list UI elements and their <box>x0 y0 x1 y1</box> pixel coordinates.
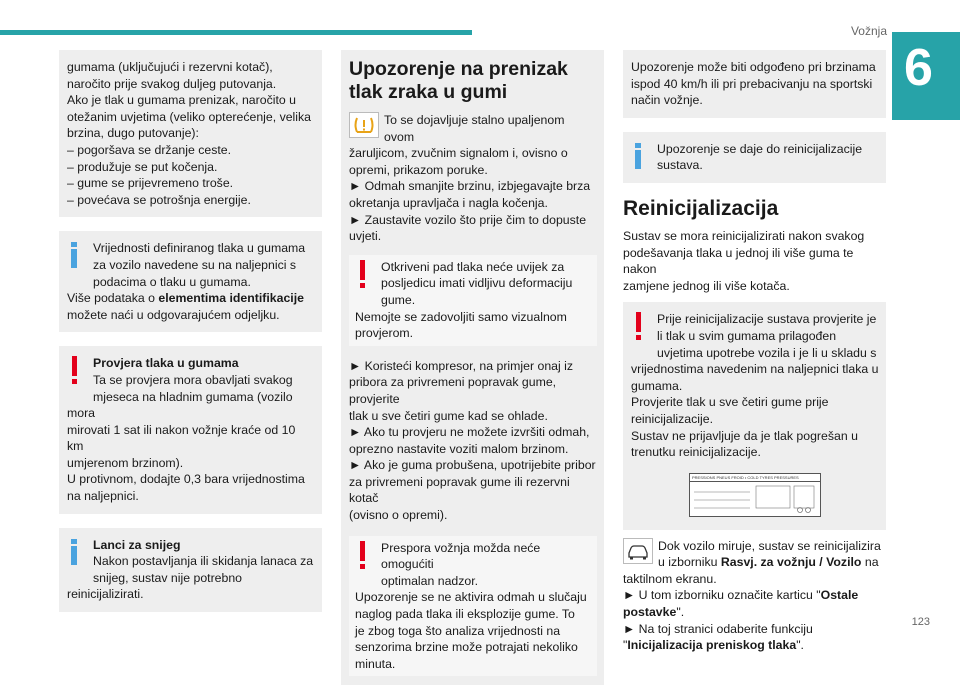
text-line: okretanja upravljača i nagla kočenja. <box>349 195 548 210</box>
car-icon <box>623 538 653 564</box>
column-1 <box>59 50 322 626</box>
text-line: posljedicu imati vidljivu deformaciju <box>381 276 573 291</box>
text-line: Dok vozilo miruje, sustav se reinicijalizira <box>658 538 881 553</box>
text-line: vrijednostima navedenim na naljepnici tlaka u <box>631 362 879 377</box>
warning-icon <box>67 355 93 389</box>
text-line: možete naći u odgovarajućem odjeljku. <box>67 307 280 322</box>
text-line: oprezno nastavite voziti malom brzinom. <box>349 441 569 456</box>
text-line: provjerom. <box>355 326 414 341</box>
text-line: tlak u sve četiri gume kad se ohlade. <box>349 408 548 423</box>
text-line: optimalan nadzor. <box>381 573 479 588</box>
text-line: ► Odmah smanjite brzinu, izbjegavajte brza <box>349 179 591 194</box>
info-icon <box>67 537 93 571</box>
tyre-pressure-warning-icon <box>349 112 379 138</box>
warning-icon <box>355 540 381 574</box>
text-line: na naljepnici. <box>67 489 139 504</box>
text-line: Ako je tlak u gumama prenizak, naročito u <box>67 93 296 108</box>
text-line: zamjene jednog ili više kotača. <box>623 278 790 293</box>
text-line: ► Koristeći kompresor, na primjer onaj iz <box>349 358 574 373</box>
info-icon <box>631 141 657 175</box>
text-line: Prije reinicijalizacije sustava provjerite je <box>657 312 877 327</box>
text-line: ispod 40 km/h ili pri prebacivanju na sportski <box>631 76 873 91</box>
text-line: uvjetima upotrebe vozila i je li u skladu s <box>657 345 877 360</box>
text-line: Vrijednosti definiranog tlaka u gumama <box>93 241 306 256</box>
text-line: – produžuje se put kočenja. <box>67 159 218 174</box>
section-title: Vožnja <box>850 24 887 38</box>
text-line: To se dojavljuje stalno upaljenom ovom <box>384 113 565 144</box>
chapter-tab <box>892 32 960 120</box>
text-line: za vozilo navedene su na naljepnici s <box>93 257 297 272</box>
text-line: Upozorenje se daje do reinicijalizacije <box>657 141 863 156</box>
text-line: (ovisno o opremi). <box>349 508 448 523</box>
text-line: U protivnom, dodajte 0,3 bara vrijednostima <box>67 472 305 487</box>
text-line: ► Ako tu provjeru ne možete izvršiti odmah, <box>349 425 590 440</box>
text-line: pribora za privremeni popravak gume, provjerite <box>349 375 557 406</box>
warning-icon <box>631 311 657 345</box>
warning-box-deformation <box>349 255 597 346</box>
text-line: – gume se prijevremeno troše. <box>67 176 234 191</box>
text-line: taktilnom ekranu. <box>623 571 717 586</box>
text-line: ► Zaustavite vozilo što prije čim to dopuste <box>349 212 587 227</box>
box-title: Provjera tlaka u gumama <box>93 356 239 371</box>
text-line: je zbog toga što analiza vrijednosti na <box>355 623 561 638</box>
sticker-diagram <box>690 482 818 516</box>
text-line: snijeg, sustav nije potrebno reinicijalizirati. <box>67 570 243 602</box>
info-icon <box>67 240 93 274</box>
text-line: Upozorenje može biti odgođeno pri brzinama <box>631 60 876 74</box>
text-line: Sustav ne prijavljuje da je tlak pogrešan u <box>631 428 858 443</box>
text-line: Prespora vožnja možda neće omogućiti <box>381 540 541 572</box>
speed-delay-box <box>623 50 886 118</box>
text-line: uvjeti. <box>349 229 382 244</box>
text-line: li tlak u svim gumama prilagođen <box>657 328 837 343</box>
text-line: gume. <box>381 292 416 307</box>
column-3 <box>623 50 886 654</box>
text-line: gumama. <box>631 378 683 393</box>
header-accent-bar <box>0 30 472 35</box>
text-line: u izborniku Rasvj. za vožnju / Vozilo na <box>658 555 879 570</box>
text-line: – pogoršava se držanje ceste. <box>67 142 232 157</box>
text-line: Otkriveni pad tlaka neće uvijek za <box>381 259 565 274</box>
text-line: Ta se provjera mora obavljati svakog <box>93 372 293 387</box>
text-line: Provjerite tlak u sve četiri gume prije <box>631 395 829 410</box>
text-line: Sustav se mora reinicijalizirati nakon svakog <box>623 228 865 243</box>
text-line: naglog pada tlaka ili eksplozije gume. To <box>355 607 575 622</box>
text-line: mjeseca na hladnim gumama (vozilo mora <box>67 389 293 421</box>
text-line: opremi, prikazom poruke. <box>349 162 488 177</box>
column-2 <box>341 50 604 699</box>
text-line: naročito prije svakog duljeg putovanja. <box>67 76 277 91</box>
text-line: otežanim uvjetima (veliko opterećenje, velika <box>67 109 312 124</box>
text-line: za privremeni popravak gume ili rezervni kotač <box>349 474 570 506</box>
box-title: Lanci za snijeg <box>93 537 181 552</box>
warning-box-reinit <box>623 302 886 529</box>
text-line: brzina, dugo putovanje): <box>67 126 199 141</box>
text-line: senzorima brzine može potrajati nekoliko <box>355 640 578 655</box>
section-heading: Upozorenje na prenizak tlak zraka u gumi <box>349 58 568 103</box>
text-line: ► U tom izborniku označite karticu "Ostale postavke". <box>623 588 859 620</box>
text-line: – povećava se potrošnja energije. <box>67 192 251 207</box>
low-pressure-section <box>341 50 604 685</box>
section-heading: Reinicijalizacija <box>623 196 779 220</box>
text-line: "Inicijalizacija preniskog tlaka". <box>623 638 804 653</box>
tyre-pressure-box <box>59 50 322 217</box>
text-line: Nakon postavljanja ili skidanja lanaca za <box>93 554 314 569</box>
sticker-text: PRESSIONS PNEUS FROID • COLD TYRES PRESSURES <box>690 474 820 482</box>
chapter-number: 6 <box>904 39 933 97</box>
text-line: Upozorenje se ne aktivira odmah u slučaju <box>355 590 587 605</box>
text-line: mirovati 1 sat ili nakon vožnje kraće od 10 km <box>67 422 296 454</box>
text-line: minuta. <box>355 656 396 671</box>
tyre-pressure-label-image <box>689 473 821 517</box>
warning-box-slow-driving <box>349 536 597 677</box>
text-line: ► Ako je guma probušena, upotrijebite pribor <box>349 458 596 473</box>
info-box-pressure-values <box>59 231 322 332</box>
text-line: reinicijalizacije. <box>631 411 714 426</box>
text-line: način vožnje. <box>631 93 703 108</box>
page-number: 123 <box>911 616 930 628</box>
text-line: gumama (uključujući i rezervni kotač), <box>67 60 273 74</box>
text-line: žaruljicom, zvučnim signalom i, ovisno o <box>349 146 568 161</box>
info-box-until-reinit <box>623 132 886 183</box>
text-line: podešavanja tlaka u jednoj ili više guma te nakon <box>623 245 854 277</box>
info-box-snow-chains <box>59 528 322 612</box>
warning-box-pressure-check <box>59 346 322 513</box>
text-line: trenutku reinicijalizacije. <box>631 445 761 460</box>
text-line: Nemojte se zadovoljiti samo vizualnom <box>355 309 567 324</box>
text-line: podacima o tlaku u gumama. <box>93 274 251 289</box>
text-line: sustava. <box>657 158 703 173</box>
warning-icon <box>355 259 381 293</box>
text-line: Više podataka o elementima identifikacije <box>67 291 304 306</box>
text-line: ► Na toj stranici odaberite funkciju <box>623 621 813 636</box>
text-line: umjerenom brzinom). <box>67 455 184 470</box>
